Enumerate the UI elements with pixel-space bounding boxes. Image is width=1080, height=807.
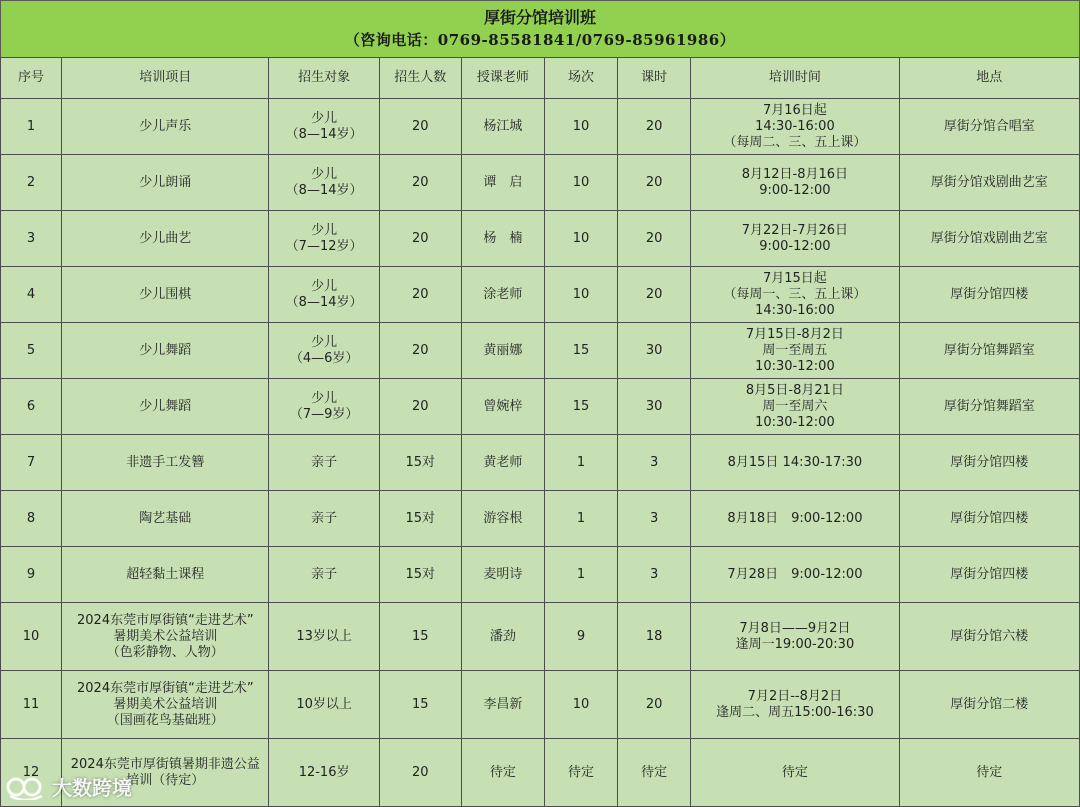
target-cell: 亲子 — [269, 547, 379, 603]
target-cell: 亲子 — [269, 491, 379, 547]
table-body — [1, 99, 1080, 807]
hours-cell: 20 — [618, 211, 691, 267]
sessions-cell: 15 — [544, 323, 617, 379]
schedule-cell: 8月18日 9:00-12:00 — [691, 491, 899, 547]
index-cell: 8 — [1, 491, 62, 547]
target-cell: 少儿 （8—14岁） — [269, 155, 379, 211]
location-cell: 厚街分馆二楼 — [899, 671, 1079, 739]
capacity-cell: 15对 — [379, 435, 461, 491]
schedule-cell: 7月22日-7月26日 9:00-12:00 — [691, 211, 899, 267]
table-row — [1, 211, 1080, 267]
schedule-cell: 7月2日--8月2日 逢周二、周五15:00-16:30 — [691, 671, 899, 739]
hours-cell: 待定 — [618, 739, 691, 807]
program-cell: 超轻黏土课程 — [62, 547, 269, 603]
hours-cell: 20 — [618, 155, 691, 211]
target-cell: 少儿 （7—12岁） — [269, 211, 379, 267]
column-header-teacher: 授课老师 — [461, 58, 544, 99]
column-header-index: 序号 — [1, 58, 62, 99]
sessions-cell: 9 — [544, 603, 617, 671]
program-cell: 少儿围棋 — [62, 267, 269, 323]
column-header-capacity: 招生人数 — [379, 58, 461, 99]
hours-cell: 20 — [618, 671, 691, 739]
program-cell: 陶艺基础 — [62, 491, 269, 547]
page-title: 厚街分馆培训班 — [483, 8, 596, 27]
teacher-cell: 黄丽娜 — [461, 323, 544, 379]
column-header-target: 招生对象 — [269, 58, 379, 99]
hours-cell: 20 — [618, 267, 691, 323]
location-cell: 厚街分馆四楼 — [899, 267, 1079, 323]
schedule-cell: 8月12日-8月16日 9:00-12:00 — [691, 155, 899, 211]
index-cell: 10 — [1, 603, 62, 671]
sessions-cell: 1 — [544, 435, 617, 491]
sessions-cell: 10 — [544, 155, 617, 211]
location-cell: 待定 — [899, 739, 1079, 807]
capacity-cell: 20 — [379, 323, 461, 379]
target-cell: 10岁以上 — [269, 671, 379, 739]
capacity-cell: 15 — [379, 603, 461, 671]
location-cell: 厚街分馆四楼 — [899, 547, 1079, 603]
table-row — [1, 379, 1080, 435]
table-row — [1, 155, 1080, 211]
target-cell: 少儿 （4—6岁） — [269, 323, 379, 379]
column-header-program: 培训项目 — [62, 58, 269, 99]
schedule-cell: 7月15日起 （每周一、三、五上课） 14:30-16:00 — [691, 267, 899, 323]
table-row — [1, 99, 1080, 155]
column-header-hours: 课时 — [618, 58, 691, 99]
teacher-cell: 曾婉梓 — [461, 379, 544, 435]
teacher-cell: 游容根 — [461, 491, 544, 547]
location-cell: 厚街分馆四楼 — [899, 491, 1079, 547]
location-cell: 厚街分馆舞蹈室 — [899, 323, 1079, 379]
target-cell: 少儿 （7—9岁） — [269, 379, 379, 435]
teacher-cell: 杨江城 — [461, 99, 544, 155]
sessions-cell: 15 — [544, 379, 617, 435]
hours-cell: 3 — [618, 547, 691, 603]
sessions-cell: 10 — [544, 267, 617, 323]
capacity-cell: 15 — [379, 671, 461, 739]
location-cell: 厚街分馆四楼 — [899, 435, 1079, 491]
schedule-cell: 7月16日起 14:30-16:00 （每周二、三、五上课） — [691, 99, 899, 155]
location-cell: 厚街分馆六楼 — [899, 603, 1079, 671]
capacity-cell: 20 — [379, 739, 461, 807]
sessions-cell: 10 — [544, 671, 617, 739]
hours-cell: 18 — [618, 603, 691, 671]
sessions-cell: 1 — [544, 547, 617, 603]
capacity-cell: 20 — [379, 155, 461, 211]
capacity-cell: 20 — [379, 379, 461, 435]
program-cell: 少儿声乐 — [62, 99, 269, 155]
teacher-cell: 涂老师 — [461, 267, 544, 323]
schedule-cell: 8月5日-8月21日 周一至周六 10:30-12:00 — [691, 379, 899, 435]
program-cell: 少儿朗诵 — [62, 155, 269, 211]
sessions-cell: 10 — [544, 211, 617, 267]
index-cell: 6 — [1, 379, 62, 435]
column-header-schedule: 培训时间 — [691, 58, 899, 99]
teacher-cell: 待定 — [461, 739, 544, 807]
training-table — [0, 57, 1080, 807]
table-row — [1, 671, 1080, 739]
column-header-sessions: 场次 — [544, 58, 617, 99]
capacity-cell: 15对 — [379, 491, 461, 547]
program-cell: 少儿舞蹈 — [62, 379, 269, 435]
program-cell: 少儿曲艺 — [62, 211, 269, 267]
sessions-cell: 待定 — [544, 739, 617, 807]
index-cell: 11 — [1, 671, 62, 739]
program-cell: 2024东莞市厚街镇“走进艺术” 暑期美术公益培训 （国画花鸟基础班） — [62, 671, 269, 739]
schedule-cell: 8月15日 14:30-17:30 — [691, 435, 899, 491]
hours-cell: 20 — [618, 99, 691, 155]
index-cell: 1 — [1, 99, 62, 155]
table-row — [1, 603, 1080, 671]
index-cell: 12 — [1, 739, 62, 807]
teacher-cell: 李昌新 — [461, 671, 544, 739]
teacher-cell: 谭 启 — [461, 155, 544, 211]
capacity-cell: 15对 — [379, 547, 461, 603]
schedule-cell: 7月28日 9:00-12:00 — [691, 547, 899, 603]
index-cell: 3 — [1, 211, 62, 267]
location-cell: 厚街分馆合唱室 — [899, 99, 1079, 155]
index-cell: 9 — [1, 547, 62, 603]
schedule-cell: 待定 — [691, 739, 899, 807]
index-cell: 5 — [1, 323, 62, 379]
program-cell: 少儿舞蹈 — [62, 323, 269, 379]
capacity-cell: 20 — [379, 267, 461, 323]
hours-cell: 30 — [618, 323, 691, 379]
target-cell: 少儿 （8—14岁） — [269, 99, 379, 155]
index-cell: 2 — [1, 155, 62, 211]
hours-cell: 3 — [618, 435, 691, 491]
program-cell: 2024东莞市厚街镇暑期非遗公益 培训（待定） — [62, 739, 269, 807]
target-cell: 少儿 （8—14岁） — [269, 267, 379, 323]
index-cell: 4 — [1, 267, 62, 323]
schedule-cell: 7月15日-8月2日 周一至周五 10:30-12:00 — [691, 323, 899, 379]
location-cell: 厚街分馆戏剧曲艺室 — [899, 155, 1079, 211]
teacher-cell: 麦明诗 — [461, 547, 544, 603]
teacher-cell: 黄老师 — [461, 435, 544, 491]
hours-cell: 3 — [618, 491, 691, 547]
target-cell: 12-16岁 — [269, 739, 379, 807]
program-cell: 2024东莞市厚街镇“走进艺术” 暑期美术公益培训 （色彩静物、人物） — [62, 603, 269, 671]
program-cell: 非遗手工发簪 — [62, 435, 269, 491]
table-row — [1, 435, 1080, 491]
capacity-cell: 20 — [379, 99, 461, 155]
title-banner — [0, 0, 1080, 58]
target-cell: 13岁以上 — [269, 603, 379, 671]
watermark — [6, 772, 132, 801]
teacher-cell: 杨 楠 — [461, 211, 544, 267]
table-row — [1, 491, 1080, 547]
contact-phone: （咨询电话：0769-85581841/0769-85961986） — [344, 31, 736, 49]
table-row — [1, 323, 1080, 379]
table-row — [1, 739, 1080, 807]
hours-cell: 30 — [618, 379, 691, 435]
sessions-cell: 1 — [544, 491, 617, 547]
capacity-cell: 20 — [379, 211, 461, 267]
sessions-cell: 10 — [544, 99, 617, 155]
schedule-cell: 7月8日——9月2日 逢周一19:00-20:30 — [691, 603, 899, 671]
logo-icon — [6, 774, 46, 800]
location-cell: 厚街分馆舞蹈室 — [899, 379, 1079, 435]
target-cell: 亲子 — [269, 435, 379, 491]
watermark-text: 大数跨境 — [52, 776, 132, 800]
header-row — [1, 58, 1080, 99]
table-row — [1, 547, 1080, 603]
index-cell: 7 — [1, 435, 62, 491]
location-cell: 厚街分馆戏剧曲艺室 — [899, 211, 1079, 267]
table-row — [1, 267, 1080, 323]
column-header-location: 地点 — [899, 58, 1079, 99]
teacher-cell: 潘劲 — [461, 603, 544, 671]
